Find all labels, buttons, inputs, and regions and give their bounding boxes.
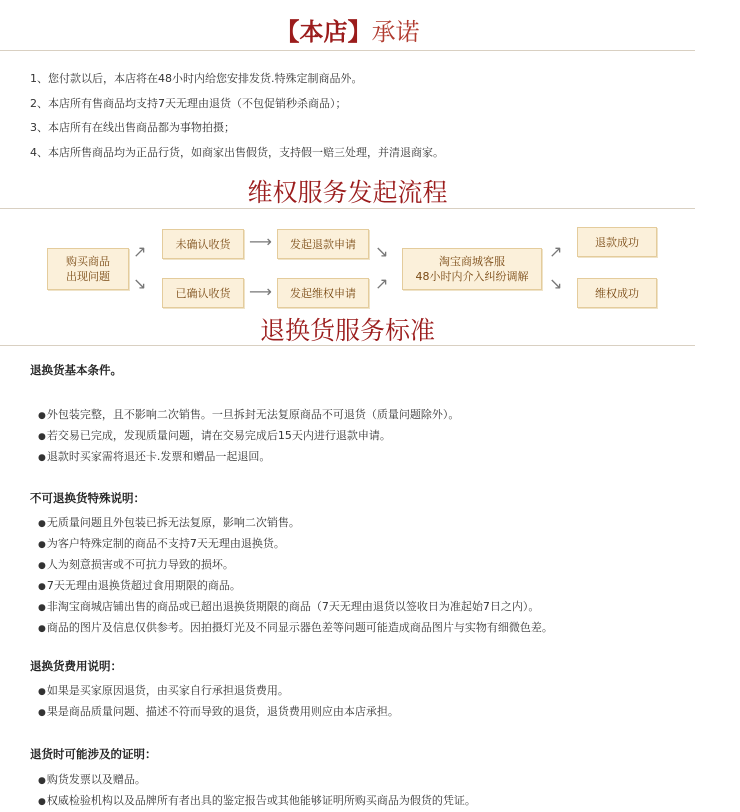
promise-title <box>0 20 695 44</box>
promise-bracket-open: 【 <box>275 18 300 46</box>
flow-start-line1: 购买商品 <box>66 255 110 268</box>
flow-service-box <box>402 248 542 290</box>
flow-diagram <box>0 218 695 318</box>
list-item: ●购货发票以及赠品。 <box>38 773 146 786</box>
proof-heading: 退货时可能涉及的证明： <box>30 747 157 761</box>
flow-result-rights: 维权成功 <box>577 278 657 308</box>
promise-item: 4、本店所售商品均为正品行货，如商家出售假货，支持假一赔三处理，并清退商家。 <box>30 145 444 159</box>
list-item: ●果是商品质量问题、描述不符而导致的退货，退货费用则应由本店承担。 <box>38 705 399 718</box>
list-item: ●非淘宝商城店铺出售的商品或已超出退换货期限的商品（7天无理由退货以签收日为准起始7日之内）。 <box>38 600 540 613</box>
list-item: ●为客户特殊定制的商品不支持7天无理由退换货。 <box>38 537 285 550</box>
flow-title: 维权服务发起流程 <box>247 178 448 207</box>
special-heading: 不可退换货特殊说明： <box>30 491 145 505</box>
promise-title-rest: 承诺 <box>371 18 420 46</box>
list-item: ●外包装完整，且不影响二次销售。一旦拆封无法复原商品不可退货（质量问题除外）。 <box>38 408 460 421</box>
arrow-up-right-icon: ↗ <box>133 242 147 261</box>
list-item: ●无质量问题且外包装已拆无法复原，影响二次销售。 <box>38 516 300 529</box>
arrow-down-right-icon: ↘ <box>375 242 389 261</box>
arrow-down-right-icon: ↘ <box>133 274 147 293</box>
promise-item: 1、您付款以后，本店将在48小时内给您安排发货.特殊定制商品外。 <box>30 72 363 85</box>
promise-bracket-close: 】 <box>347 18 372 46</box>
flow-result-refund: 退款成功 <box>577 227 657 257</box>
list-item: ●人为刻意损害或不可抗力导致的损坏。 <box>38 558 234 571</box>
flow-service-line1: 淘宝商城客服 <box>439 255 505 268</box>
flow-bottom-step1: 已确认收货 <box>162 278 244 308</box>
list-item: ●权威检验机构以及品牌所有者出具的鉴定报告或其他能够证明所购买商品为假货的凭证。 <box>38 794 476 807</box>
flow-top-step1: 未确认收货 <box>162 229 244 259</box>
list-item: ●商品的图片及信息仅供参考。因拍摄灯光及不同显示器色差等问题可能造成商品图片与实物有细微色差。 <box>38 621 553 634</box>
fee-heading: 退换货费用说明： <box>30 659 122 673</box>
list-item: ●如果是买家原因退货，由买家自行承担退货费用。 <box>38 684 289 697</box>
exchange-title: 退换货服务标准 <box>259 316 435 345</box>
divider <box>0 345 695 346</box>
fee-list <box>38 681 399 723</box>
flow-start-line2: 出现问题 <box>66 270 110 283</box>
promise-list <box>30 67 444 165</box>
promise-store: 本店 <box>299 18 348 46</box>
list-item: ●退款时买家需将退还卡.发票和赠品一起退回。 <box>38 450 271 463</box>
list-item: ●若交易已完成，发现质量问题，请在交易完成后15天内进行退款申请。 <box>38 429 391 442</box>
arrow-right-icon: ⟶ <box>249 232 272 251</box>
divider <box>0 50 695 51</box>
proof-list <box>38 770 476 812</box>
arrow-right-icon: ⟶ <box>249 282 272 301</box>
flow-service-line2: 48小时内介入纠纷调解 <box>415 270 529 283</box>
basic-list <box>38 405 459 468</box>
promise-item: 2、本店所有售商品均支持7天无理由退货（不包促销秒杀商品）； <box>30 96 347 110</box>
flow-top-step2: 发起退款申请 <box>277 229 369 259</box>
list-item: ●7天无理由退换货超过食用期限的商品。 <box>38 579 241 592</box>
arrow-down-right-icon: ↘ <box>549 274 563 293</box>
basic-heading: 退换货基本条件。 <box>30 363 122 377</box>
flow-start-box <box>47 248 129 290</box>
promise-item: 3、本店所有在线出售商品都为事物拍摄； <box>30 121 235 134</box>
arrow-up-right-icon: ↗ <box>549 242 563 261</box>
divider <box>0 208 695 209</box>
flow-bottom-step2: 发起维权申请 <box>277 278 369 308</box>
arrow-up-right-icon: ↗ <box>375 274 389 293</box>
special-list <box>38 513 553 639</box>
